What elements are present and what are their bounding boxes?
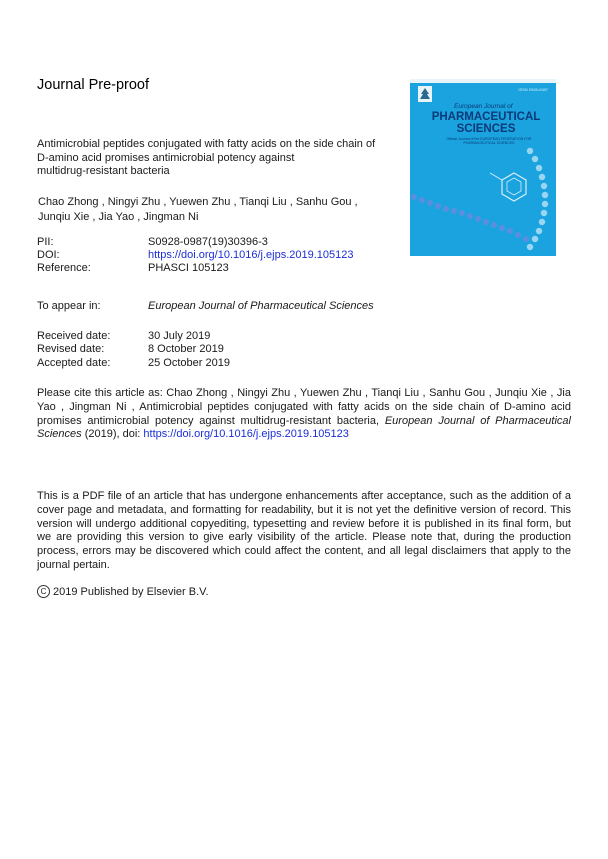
appear-in-label: To appear in: — [37, 300, 101, 312]
citation-doi-link[interactable]: https://doi.org/10.1016/j.ejps.2019.105123 — [143, 428, 349, 441]
citation-journal: European Journal of Pharmaceutical Sciences — [37, 414, 571, 441]
copyright-line — [37, 585, 209, 598]
author-list — [38, 195, 398, 225]
author-line: Chao Zhong , Ningyi Zhu , Yuewen Zhu , Tianqi Liu , Sanhu Gou , — [38, 196, 358, 208]
doi-label: DOI: — [37, 249, 60, 261]
article-title-line: multidrug-resistant bacteria — [37, 165, 170, 177]
citation-paragraph — [37, 387, 571, 442]
revised-date-label: Revised date: — [37, 343, 105, 355]
citation-middle: (2019), doi: — [81, 428, 144, 441]
cover-issn: ISSN 0928-0987 — [518, 87, 548, 92]
received-date-value: 30 July 2019 — [148, 330, 211, 342]
received-date-label: Received date: — [37, 330, 111, 342]
doi-link[interactable]: https://doi.org/10.1016/j.ejps.2019.105123 — [148, 249, 354, 261]
journal-cover-image — [410, 79, 556, 256]
reference-value: PHASCI 105123 — [148, 262, 229, 274]
revised-date-value: 8 October 2019 — [148, 343, 224, 355]
journal-pre-proof-header: Journal Pre-proof — [37, 77, 150, 93]
pii-label: PII: — [37, 236, 54, 248]
copyright-icon: C — [37, 585, 50, 598]
cover-subtitle: Official Journal of the EUROPEAN FEDERATION FOR PHARMACEUTICAL SCIENCES — [446, 137, 532, 145]
author-line: Junqiu Xie , Jia Yao , Jingman Ni — [38, 211, 199, 223]
article-title — [37, 138, 397, 179]
cover-journal-small: European Journal of — [454, 103, 513, 110]
pre-proof-notice: This is a PDF file of an article that has undergone enhancements after acceptance, such as the addition of a cover page and metadata, and formatting for readability, but it is not yet the definitive version of record. This version will undergo additional copyediting, typesetting and review before it is published in its final form, but we are providing this version to give early visibility of the article. Please note that, during the production process, errors may be discovered which could affect the content, and all legal disclaimers that apply to the journal pertain. — [37, 490, 571, 571]
copyright-text: 2019 Published by Elsevier B.V. — [53, 585, 209, 598]
accepted-date-label: Accepted date: — [37, 357, 111, 369]
accepted-date-value: 25 October 2019 — [148, 357, 230, 369]
article-title-line: Antimicrobial peptides conjugated with fatty acids on the side chain of — [37, 138, 376, 150]
cover-journal-title: PHARMACEUTICAL SCIENCES — [431, 111, 541, 135]
pii-value: S0928-0987(19)30396-3 — [148, 236, 268, 248]
citation-prefix: Please cite this article as: Chao Zhong , Ningyi Zhu , Yuewen Zhu , Tianqi Liu , Sanhu Gou , Junqiu Xie , Jia Yao , Jingman Ni , Antimicrobial peptides conjugated with fatty acids on the side chain of D-amino acid promises antimicrobial potency against multidrug-resistant bacteria, — [37, 387, 571, 427]
appear-in-value: European Journal of Pharmaceutical Sciences — [148, 300, 374, 312]
reference-label: Reference: — [37, 262, 91, 274]
article-title-line: D-amino acid promises antimicrobial potency against — [37, 151, 295, 164]
